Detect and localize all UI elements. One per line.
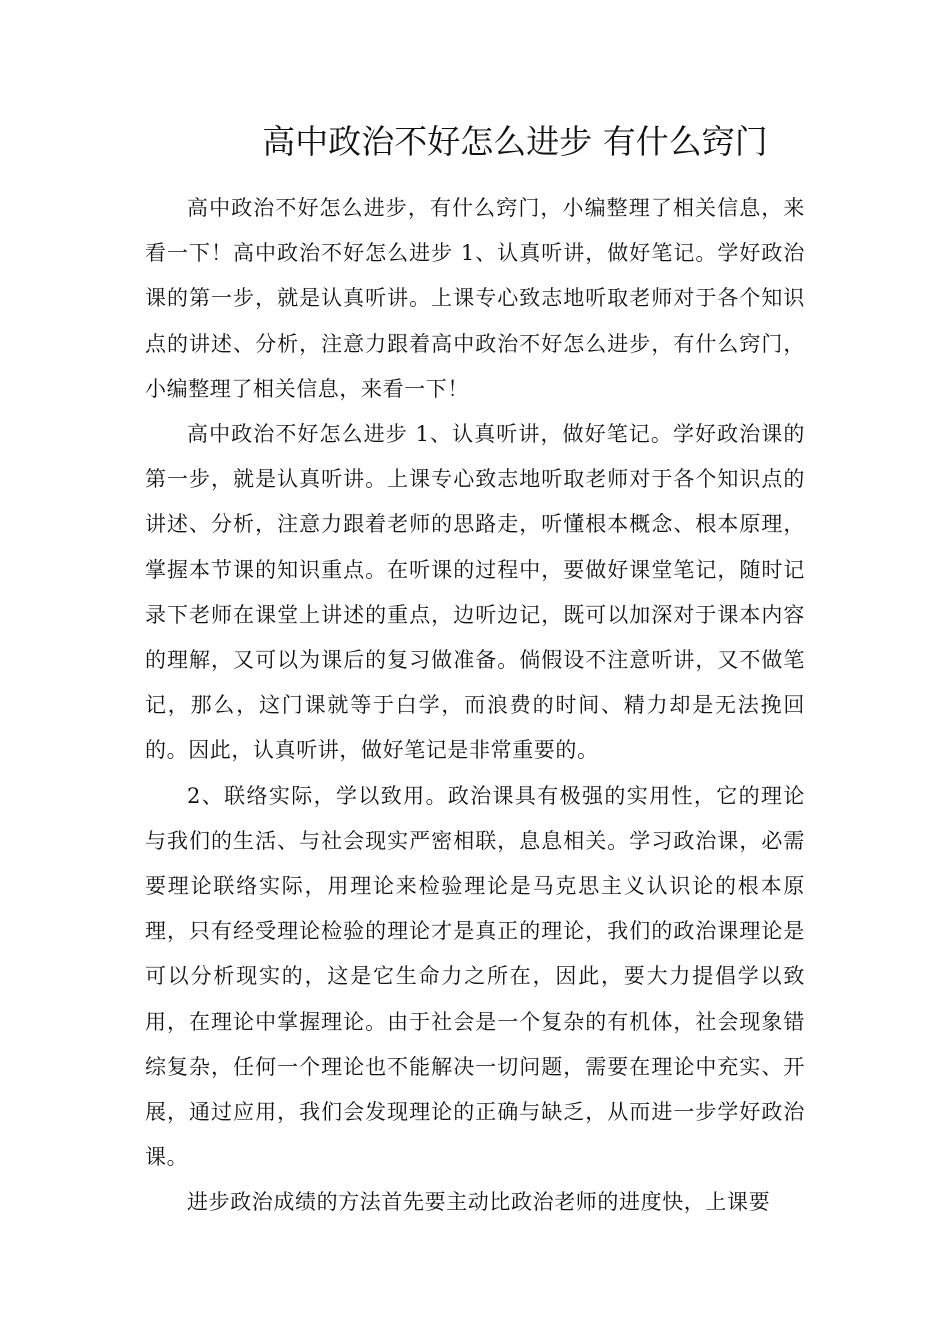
document-title: 高中政治不好怎么进步 有什么窍门 bbox=[262, 122, 768, 161]
paragraph-4: 进步政治成绩的方法首先要主动比政治老师的进度快，上课要 bbox=[187, 1190, 771, 1215]
paragraph-3: 2、联络实际，学以致用。政治课具有极强的实用性，它的理论与我们的生活、与社会现实严密相联，息息相关。学习政治课，必需要理论联络实际，用理论来检验理论是马克思主义认识论的根本原理，只有经受理论检验的理论才是真正的理论，我们的政治课理论是可以分析现实的，这是它生命力之所在，因此，要大力提倡学以致用，在理论中掌握理论。由于社会是一个复杂的有机体，社会现象错综复杂，任何一个理论也不能解决一切问题，需要在理论中充实、开展，通过应用，我们会发现理论的正确与缺乏，从而进一步学好政治课。 bbox=[145, 783, 805, 1170]
paragraph-1: 高中政治不好怎么进步，有什么窍门，小编整理了相关信息，来看一下！高中政治不好怎么进步 1、认真听讲，做好笔记。学好政治课的第一步，就是认真听讲。上课专心致志地听取老师对于各个知识点的讲述、分析，注意力跟着高中政治不好怎么进步，有什么窍门，小编整理了相关信息，来看一下！ bbox=[145, 196, 805, 401]
document-body bbox=[145, 186, 805, 1226]
paragraph-2: 高中政治不好怎么进步 1、认真听讲，做好笔记。学好政治课的第一步，就是认真听讲。上课专心致志地听取老师对于各个知识点的讲述、分析，注意力跟着老师的思路走，听懂根本概念、根本原理，掌握本节课的知识重点。在听课的过程中，要做好课堂笔记，随时记录下老师在课堂上讲述的重点，边听边记，既可以加深对于课本内容的理解，又可以为课后的复习做准备。倘假设不注意听讲，又不做笔记，那么，这门课就等于白学，而浪费的时间、精力却是无法挽回的。因此，认真听讲，做好笔记是非常重要的。 bbox=[145, 422, 805, 763]
